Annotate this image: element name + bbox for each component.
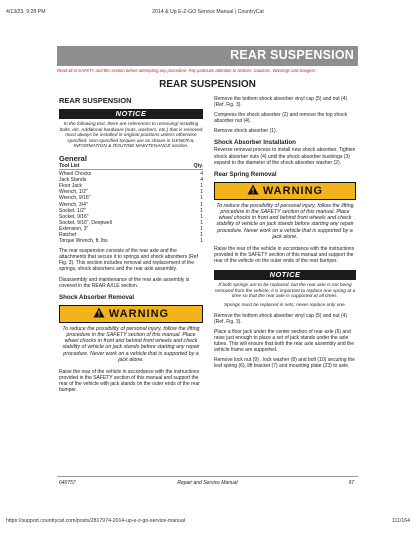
tool-list — [59, 171, 203, 244]
tool-qty: 1 — [200, 225, 203, 232]
tool-name: Ratchet — [59, 232, 77, 238]
general-heading: General — [59, 153, 87, 163]
notice-text: If both springs are to be replaced, but the rear axle is not being removed from the vehicle, it is important to replace one spring at a time so that the rear axle is supported at all times. — [214, 283, 356, 300]
installation-text: Reverse removal process to install new shock absorber. Tighten shock absorber nuts (4) until the shock absorber bushings (3) expand to the diameter of the shock absorber washer (2). — [214, 147, 356, 166]
intro-paragraph: The rear suspension consists of the rear axle and the attachments that secure it to springs and shock absorbers (Ref Fig. 3). This section includes removal and replacement of the springs, shock absorbers and the rear axle assembly. — [59, 248, 198, 273]
tool-qty: 1 — [200, 207, 203, 214]
tool-name: Extension, 3" — [59, 225, 89, 232]
page-number: 97 — [348, 480, 354, 486]
warning-label: WARNING — [108, 307, 170, 320]
tool-qty: 1 — [200, 189, 203, 196]
step-place-floor-jack: Place a floor jack under the center section of rear axle (6) and raise just enough to place a set of jack stands under the axle tubes. This will ensure that both the rear axle assembly and the vehicle frame are supported. — [214, 328, 354, 354]
tool-name: Wrench, 9/16" — [59, 195, 91, 202]
tool-name: Socket, 1/2" — [59, 207, 86, 214]
tool-name: Jack Stands — [59, 177, 87, 184]
tool-qty: 1 — [200, 232, 203, 238]
right-column — [214, 96, 356, 369]
warning-banner — [214, 182, 356, 200]
tool-name: Wheel Chocks — [59, 171, 92, 178]
print-page-count: 111/164 — [392, 518, 410, 524]
notice-label: NOTICE — [59, 109, 203, 119]
tool-name: Socket, 9/16" — [59, 213, 89, 220]
axle-note-paragraph: Disassembly and maintenance of the rear axle assembly is covered in the REAR AXLE section. — [59, 276, 190, 289]
print-page-title: 2014 & Up E-Z-GO Service Manual | CountryCat — [152, 9, 264, 15]
tool-row — [59, 238, 203, 244]
notice-text: In the following text, there are references to removing/ installing bolts, etc. Additional hardware (nuts, washers, etc.) that is removed must always be installed in original positions unless otherwise specified. Non-specified torques are as shown in GENERAL INFORMATION & ROUTINE MAINTENANCE section. — [59, 122, 203, 150]
tool-name: Wrench, 3/4" — [59, 201, 88, 208]
raise-vehicle-paragraph: Raise the rear of the vehicle in accordance with the instructions provided in the SAFETY section of this manual and support the rear of the vehicle with jack stands on the outer ends of the rear bumper. — [59, 368, 200, 394]
step-compress-shock: Compress the shock absorber (2) and remove the top shock absorber nut (4). — [214, 112, 348, 125]
section-banner — [57, 46, 358, 66]
warning-triangle-icon — [247, 184, 259, 200]
notice-text-secondary: Springs must be replaced in sets; never replace only one. — [223, 303, 347, 309]
qty-label: Qty. — [193, 162, 203, 169]
step-remove-bottom-cap-2: Remove the bottom shock absorber vinyl cap (5) and nut (4) (Ref. Fig. 3). — [214, 312, 348, 325]
footer-divider — [57, 476, 358, 477]
shock-removal-heading: Shock Absorber Removal — [59, 293, 135, 301]
print-datetime: 4/13/23, 9:28 PM — [6, 9, 46, 15]
left-heading: REAR SUSPENSION — [59, 96, 132, 105]
tool-qty: 1 — [200, 201, 203, 208]
tool-list-label: Tool List — [59, 162, 80, 169]
warning-text: To reduce the possibility of personal injury, follow the lifting procedure in the SAFETY section of this manual. Place wheel chocks in front and behind front wheels and check stability of vehicle on jack stands before starting any repair procedure. Never work on a vehicle that is supported by a jack alone. — [216, 202, 354, 240]
tool-qty: 1 — [200, 195, 203, 202]
step-remove-bottom-cap: Remove the bottom shock absorber vinyl cap (5) and nut (4) (Ref. Fig. 3). — [214, 96, 348, 109]
tool-qty: 4 — [200, 177, 203, 184]
tool-name: Floor Jack — [59, 183, 83, 190]
raise-vehicle-paragraph: Raise the rear of the vehicle in accordance with the instructions provided in the SAFETY section of this manual and support the rear of the vehicle on the outer ends of the rear bumper. — [214, 245, 355, 265]
tool-qty: 1 — [200, 219, 203, 226]
installation-heading: Shock Absorber Installation — [214, 139, 296, 147]
tool-name: Wrench, 1/2" — [59, 189, 88, 196]
footer-manual-name: Repair and Service Manual — [177, 480, 238, 486]
print-url[interactable]: https://support.countrycat.com/posts/2817974-2014-up-e-z-go-service-manual — [6, 518, 186, 524]
safety-line: Read all of SAFETY and this section before attempting any procedure. Pay particular attention to Notices, Cautions, Warnings and Dangers. — [57, 68, 317, 73]
spring-removal-heading: Rear Spring Removal — [214, 170, 277, 178]
page-title: REAR SUSPENSION — [159, 79, 256, 90]
warning-text: To reduce the possibility of personal injury, follow the lifting procedure in the SAFETY section of this manual. Place wheel chocks in front and behind front wheels and check stability of vehicle on jack stands before starting any repair procedure. Never work on a vehicle that is supported by a jack alone. — [62, 325, 200, 363]
step-remove-shock: Remove shock absorber (1). — [214, 128, 278, 135]
warning-label: WARNING — [262, 184, 324, 197]
step-remove-lock-nut: Remove lock nut (9) , lock washer (8) and bolt (10) securing the leaf spring (6), lift bracket (7) and mounting plate (23) to axle. — [214, 357, 355, 370]
manual-page — [57, 46, 358, 491]
tool-name: Socket, 9/16", Deepwell — [59, 219, 112, 226]
tool-qty: 4 — [200, 171, 203, 178]
section-banner-title: REAR SUSPENSION — [230, 48, 354, 62]
notice-label: NOTICE — [214, 270, 356, 280]
warning-banner — [59, 305, 203, 323]
doc-number: 640757 — [59, 480, 76, 486]
tool-qty: 1 — [200, 238, 203, 245]
left-column — [59, 96, 203, 393]
tool-qty: 1 — [200, 213, 203, 220]
tool-list-header — [59, 163, 203, 170]
tool-name: Torque Wrench, ft. lbs — [59, 238, 108, 245]
tool-qty: 1 — [200, 183, 203, 190]
warning-triangle-icon — [93, 307, 105, 323]
